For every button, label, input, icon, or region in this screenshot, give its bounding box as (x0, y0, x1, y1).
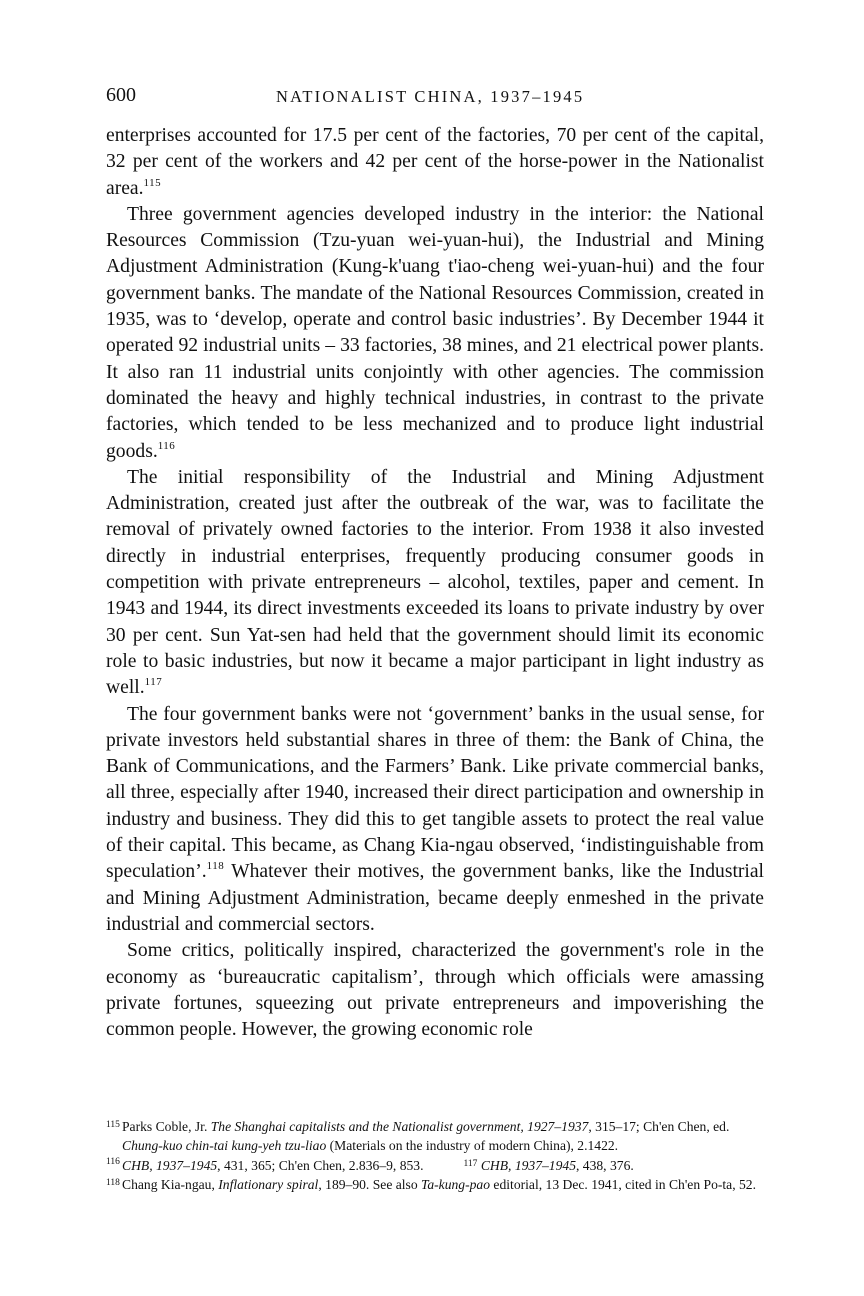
footnote-number: 115 (106, 1120, 120, 1130)
paragraph-text: The four government banks were not ‘government’ banks in the usual sense, for private investors held substantial shares in three of them: the Bank of China, the Bank of Communications, and the Farmers’ Bank. Like private commercial banks, all three, especially after 1940, increased their direct participation and ownership in industry and business. They did this to get tangible assets to protect the real value of their capital. This became, as Chang Kia-ngau observed, ‘indistinguishable from speculation’. (106, 703, 764, 883)
page-number: 600 (106, 84, 136, 106)
footnote-text: , 189–90. See also (318, 1176, 422, 1192)
paragraph (106, 123, 764, 202)
footnote-118 (106, 1176, 764, 1195)
footnote-text: , 315–17; Ch'en Chen, ed. (588, 1119, 730, 1134)
footnote-ref: 118 (206, 860, 225, 873)
footnote-text: Parks Coble, Jr. (122, 1119, 211, 1134)
footnote-number: 118 (106, 1177, 120, 1188)
footnote-title: The Shanghai capitalists and the Nationalist government, 1927–1937 (210, 1119, 589, 1134)
footnote-title: Inflationary spiral (218, 1176, 319, 1192)
footnote-title: CHB, 1937–1945 (122, 1158, 218, 1173)
paragraph (106, 938, 764, 1043)
footnote-ref: 116 (157, 439, 176, 452)
body-text (106, 123, 764, 1043)
paragraph-text: enterprises accounted for 17.5 per cent of the factories, 70 per cent of the capital, 32 per cent of the workers and 42 per cent of the horse-power in the Nationalist area. (106, 125, 764, 199)
paragraph-text: The initial responsibility of the Industrial and Mining Adjustment Administration, created just after the outbreak of the war, was to facilitate the removal of privately owned factories to the interior. From 1938 it also invested directly in industrial enterprises, frequently producing consumer goods in competition with private entrepreneurs – alcohol, textiles, paper and cement. In 1943 and 1944, its direct investments exceeded its loans to private industry by over 30 per cent. Sun Yat-sen had held that the government should limit its economic role to basic industries, but now it became a major participant in light industry as well. (106, 466, 764, 699)
footnote-ref: 115 (143, 176, 162, 189)
footnote-115 (106, 1118, 764, 1155)
footnote-text: , 431, 365; Ch'en Chen, 2.836–9, 853. (217, 1158, 424, 1173)
footnote-title: CHB, 1937–1945 (480, 1158, 576, 1173)
paragraph (106, 465, 764, 702)
footnote-116-117 (106, 1155, 764, 1176)
footnote-title: Chung-kuo chin-tai kung-yeh tzu-liao (122, 1137, 327, 1153)
footnote-number: 117 (463, 1159, 478, 1169)
footnote-text: (Materials on the industry of modern China), 2.1422. (326, 1137, 619, 1153)
footnote-ref: 117 (144, 676, 163, 689)
footnotes (106, 1118, 764, 1194)
paragraph (106, 702, 764, 939)
footnote-title: Ta-kung-pao (421, 1176, 491, 1192)
running-head (106, 84, 764, 114)
footnote-number: 116 (106, 1157, 120, 1167)
running-head-title: NATIONALIST CHINA, 1937–1945 (276, 87, 585, 106)
paragraph-text: Whatever their motives, the government banks, like the Industrial and Mining Adjustment Administration, became deeply enmeshed in the private industrial and commercial sectors. (106, 861, 764, 935)
footnote-text: , 438, 376. (575, 1158, 634, 1173)
footnote-text: editorial, 13 Dec. 1941, cited in Ch'en Po-ta, 52. (490, 1176, 756, 1192)
paragraph-text: Some critics, politically inspired, characterized the government's role in the economy as ‘bureaucratic capitalism’, through which officials were amassing private fortunes, squeezing out private entrepreneurs and impoverishing the common people. However, the growing economic role (106, 940, 764, 1041)
paragraph (106, 202, 764, 465)
paragraph-text: Three government agencies developed industry in the interior: the National Resources Commission (Tzu-yuan wei-yuan-hui), the Industrial and Mining Adjustment Administration (Kung-k'uang t'iao-cheng wei-yuan-hui) and the four government banks. The mandate of the National Resources Commission, created in 1935, was to ‘develop, operate and control basic industries’. By December 1944 it operated 92 industrial units – 33 factories, 38 mines, and 21 electrical power plants. It also ran 11 industrial units conjointly with other agencies. The commission dominated the heavy and highly technical industries, in contrast to the private factories, which tended to be less mechanized and to produce light industrial goods. (106, 203, 764, 462)
footnote-text: Chang Kia-ngau, (122, 1176, 219, 1192)
